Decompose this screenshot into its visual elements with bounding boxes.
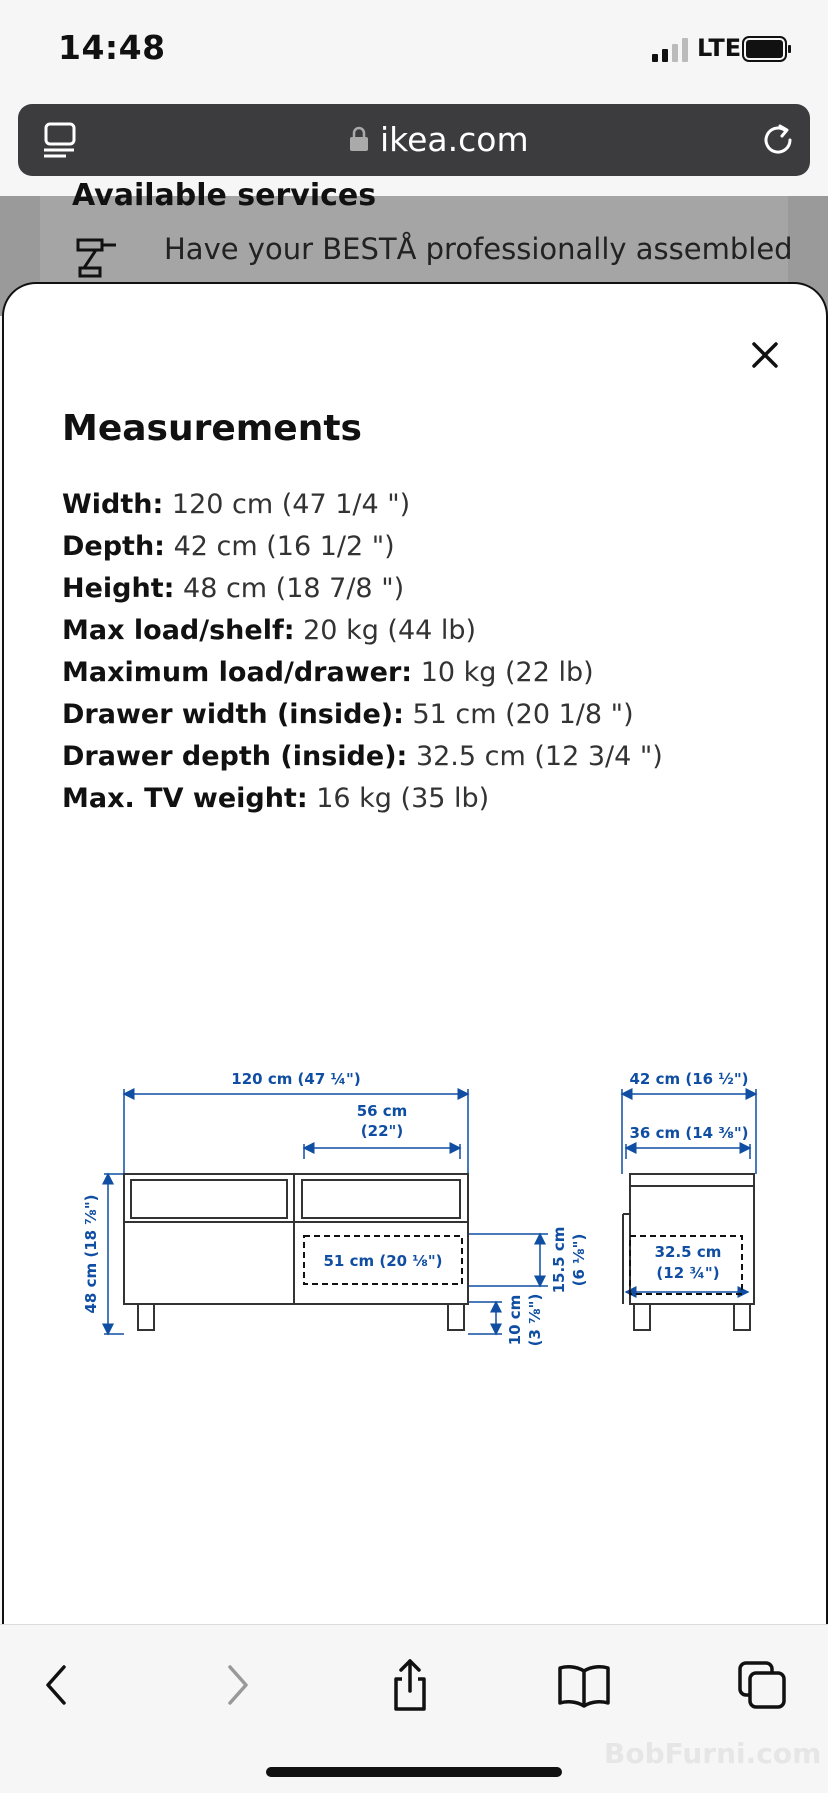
tabs-icon[interactable] — [732, 1655, 792, 1715]
dim-drawer-height-imperial: (6 ⅛") — [570, 1233, 588, 1287]
dim-leg-height: 10 cm — [506, 1294, 524, 1346]
spec-label: Max load/shelf: — [62, 615, 295, 646]
spec-height — [62, 568, 663, 610]
spec-value: 32.5 cm (12 3/4 ") — [415, 741, 663, 772]
share-icon[interactable] — [380, 1655, 440, 1715]
spec-value: 10 kg (22 lb) — [420, 657, 594, 688]
spec-max-tv-weight — [62, 778, 663, 820]
measurement-list — [62, 484, 663, 820]
spec-max-load-drawer — [62, 652, 663, 694]
spec-label: Depth: — [62, 531, 165, 562]
dim-compartment-width: 56 cm — [356, 1102, 408, 1120]
back-icon[interactable] — [28, 1655, 88, 1715]
dim-width-total: 120 cm (47 ¼") — [231, 1070, 361, 1088]
bookmarks-icon[interactable] — [554, 1655, 614, 1715]
spec-drawer-width — [62, 694, 663, 736]
dim-drawer-depth-imperial: (12 ¾") — [656, 1264, 720, 1282]
dim-leg-height-imperial: (3 ⅞") — [526, 1293, 544, 1347]
dim-depth-inner: 36 cm (14 ⅜") — [629, 1124, 749, 1142]
available-services-title: Available services — [72, 178, 377, 213]
dim-drawer-height: 15.5 cm — [550, 1226, 568, 1294]
spec-label: Drawer depth (inside): — [62, 741, 408, 772]
spec-label: Max. TV weight: — [62, 783, 308, 814]
close-icon[interactable] — [740, 330, 790, 380]
spec-label: Drawer width (inside): — [62, 699, 404, 730]
spec-width — [62, 484, 663, 526]
spec-drawer-depth — [62, 736, 663, 778]
url-bar[interactable] — [18, 104, 810, 176]
spec-label: Width: — [62, 489, 164, 520]
browser-toolbar — [0, 1624, 828, 1793]
url-domain[interactable]: ikea.com — [380, 120, 529, 159]
dim-drawer-width: 51 cm (20 ⅛") — [323, 1252, 443, 1270]
network-type: LTE — [697, 34, 742, 62]
lock-icon — [349, 126, 369, 152]
dim-height: 48 cm (18 ⅞") — [82, 1194, 100, 1314]
spec-value: 51 cm (20 1/8 ") — [412, 699, 634, 730]
spec-depth — [62, 526, 663, 568]
dim-drawer-depth: 32.5 cm — [654, 1243, 722, 1261]
spec-value: 42 cm (16 1/2 ") — [173, 531, 395, 562]
spec-value: 48 cm (18 7/8 ") — [183, 573, 405, 604]
spec-label: Maximum load/drawer: — [62, 657, 413, 688]
spec-max-load-shelf — [62, 610, 663, 652]
watermark: BobFurni.com — [604, 1737, 822, 1770]
home-indicator[interactable] — [266, 1767, 562, 1777]
measurements-sheet — [2, 282, 828, 1624]
spec-label: Height: — [62, 573, 175, 604]
sheet-title: Measurements — [62, 408, 362, 449]
dimension-diagram — [68, 1064, 788, 1384]
spec-value: 16 kg (35 lb) — [316, 783, 490, 814]
dim-depth-total: 42 cm (16 ½") — [629, 1070, 749, 1088]
signal-strength-icon — [652, 38, 694, 62]
dim-compartment-width-imperial: (22") — [360, 1122, 404, 1140]
assembly-service-text[interactable]: Have your BESTÅ professionally assembled — [164, 232, 793, 266]
status-bar — [0, 0, 828, 96]
forward-icon[interactable] — [206, 1655, 266, 1715]
reload-icon[interactable] — [758, 120, 798, 160]
status-time: 14:48 — [58, 28, 166, 67]
spec-value: 20 kg (44 lb) — [303, 615, 477, 646]
reader-tabs-icon[interactable] — [42, 122, 80, 158]
battery-icon — [742, 36, 792, 62]
drill-icon — [76, 238, 118, 278]
spec-value: 120 cm (47 1/4 ") — [171, 489, 411, 520]
